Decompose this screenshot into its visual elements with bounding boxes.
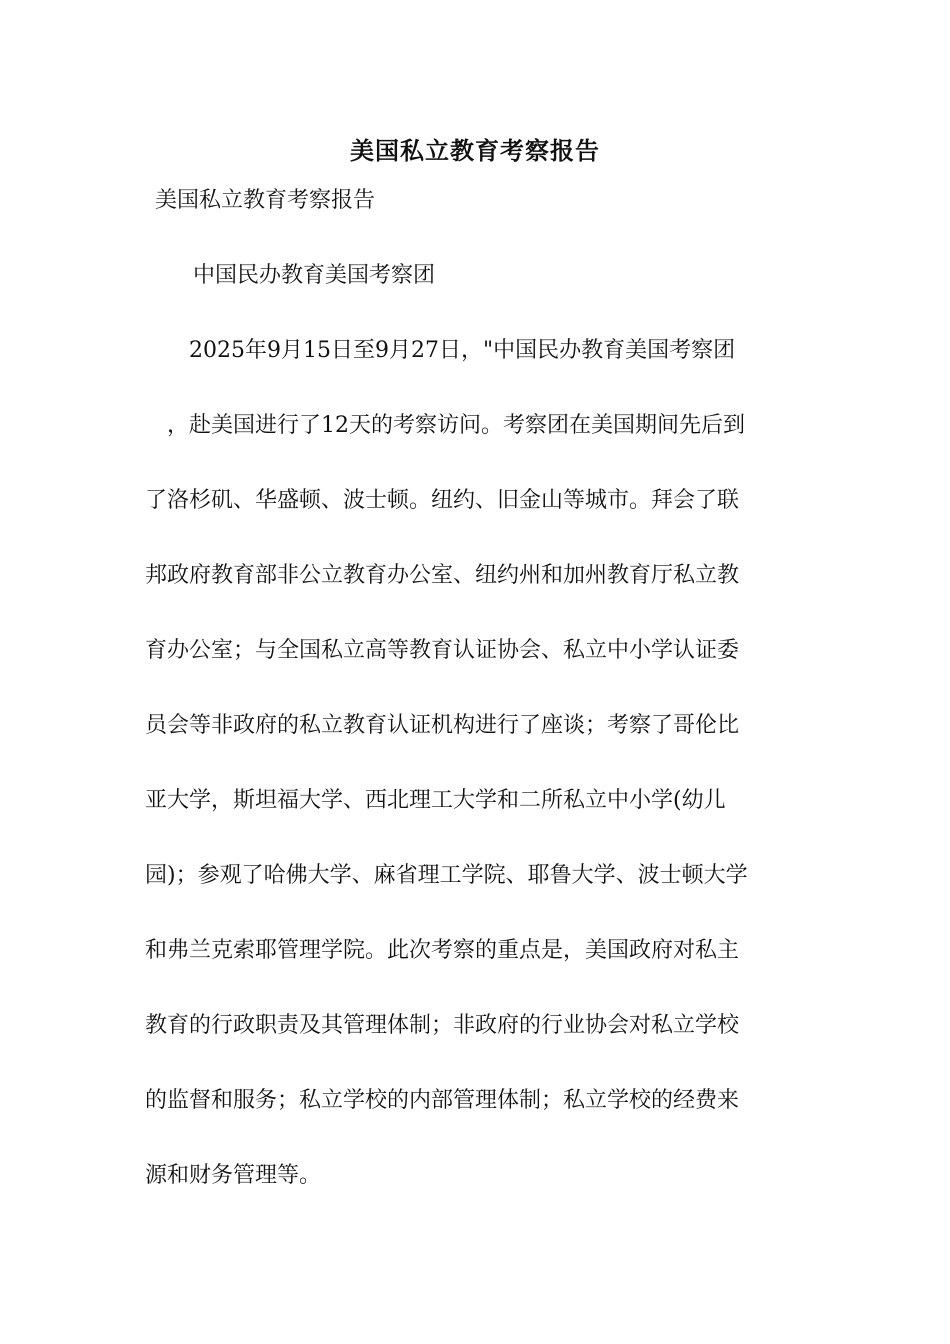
paragraph-line-9: 和弗兰克索耶管理学院。此次考察的重点是，美国政府对私主 bbox=[145, 938, 740, 963]
document-title: 美国私立教育考察报告 bbox=[350, 136, 600, 165]
paragraph-line-7: 亚大学，斯坦福大学、西北理工大学和二所私立中小学(幼儿 bbox=[145, 788, 726, 813]
document-subtitle: 美国私立教育考察报告 bbox=[155, 188, 376, 213]
paragraph-line-1: 2025年9月15日至9月27日，"中国民办教育美国考察团 bbox=[145, 338, 736, 363]
paragraph-line-12: 源和财务管理等。 bbox=[145, 1163, 322, 1188]
paragraph-line-4: 邦政府教育部非公立教育办公室、纽约州和加州教育厅私立教 bbox=[145, 563, 740, 588]
organization-name: 中国民办教育美国考察团 bbox=[193, 263, 436, 288]
paragraph-line-5: 育办公室；与全国私立高等教育认证协会、私立中小学认证委 bbox=[145, 638, 740, 663]
paragraph-line-11: 的监督和服务；私立学校的内部管理体制；私立学校的经费来 bbox=[145, 1088, 740, 1113]
paragraph-line-2: ，赴美国进行了12天的考察访问。考察团在美国期间先后到 bbox=[145, 413, 745, 438]
paragraph-line-3: 了洛杉矶、华盛顿、波士顿。纽约、旧金山等城市。拜会了联 bbox=[145, 488, 740, 513]
paragraph-line-10: 教育的行政职责及其管理体制；非政府的行业协会对私立学校 bbox=[145, 1013, 740, 1038]
paragraph-line-8: 园)；参观了哈佛大学、麻省理工学院、耶鲁大学、波士顿大学 bbox=[145, 863, 748, 888]
paragraph-line-6: 员会等非政府的私立教育认证机构进行了座谈；考察了哥伦比 bbox=[145, 713, 740, 738]
